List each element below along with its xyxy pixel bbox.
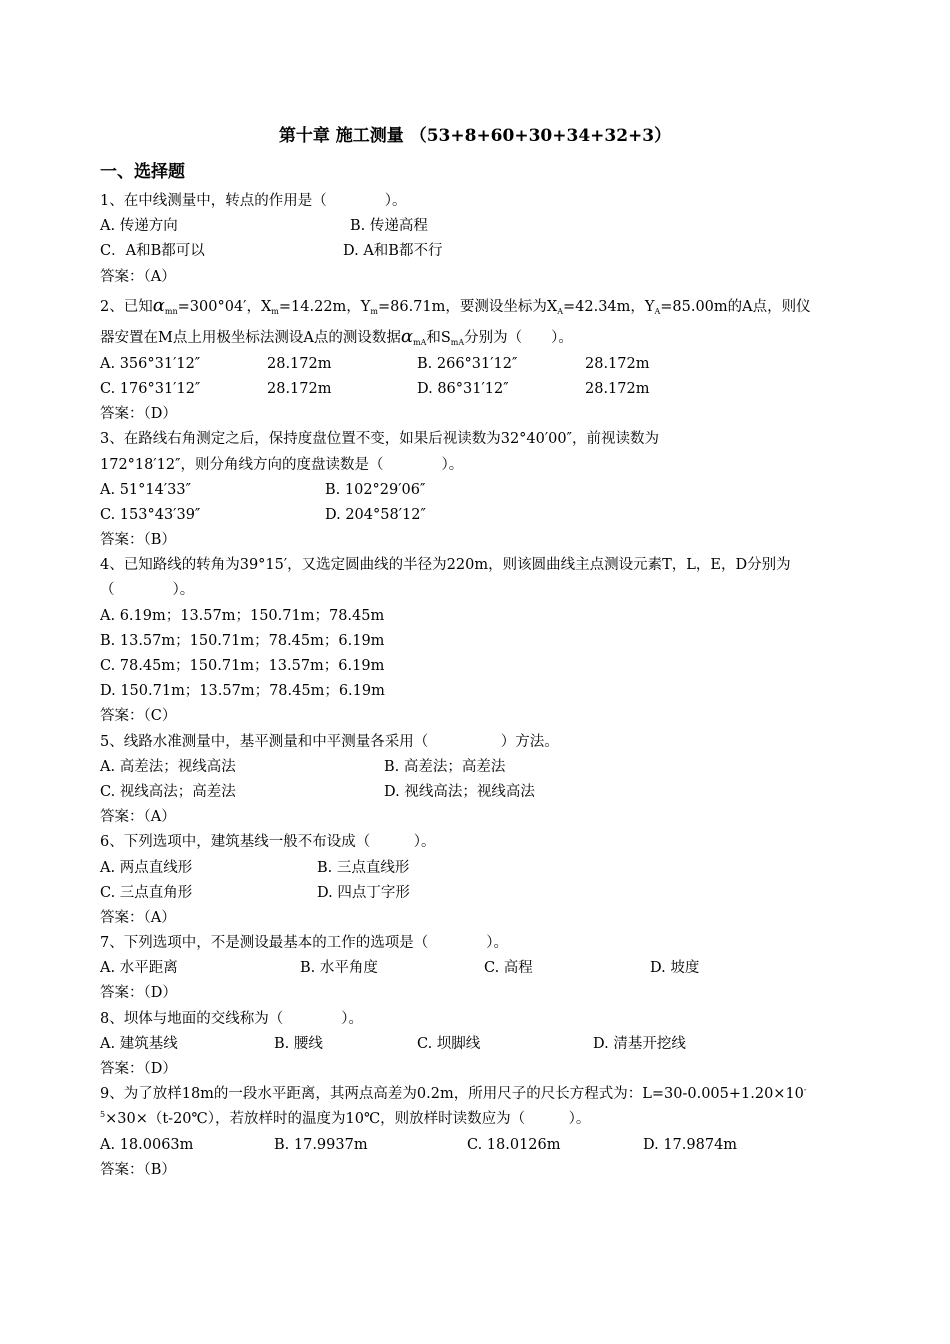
question-5-options-cd [100, 780, 860, 805]
option-b: B. 102°29′06″ [325, 481, 426, 498]
option-d-distance: 28.172m [585, 380, 650, 397]
question-4-answer: 答案：（C） [100, 708, 177, 725]
question-9-options [100, 1133, 860, 1158]
question-1-stem: 1、在中线测量中，转点的作用是（ ）。 [100, 193, 407, 209]
question-8-stem: 8、坝体与地面的交线称为（ ）。 [100, 1010, 363, 1027]
option-b-distance: 28.172m [585, 355, 650, 372]
option-d: D. 150.71m；13.57m；78.45m；6.19m [100, 683, 385, 700]
question-2-options-cd [100, 377, 860, 402]
option-d: D. 清基开挖线 [593, 1035, 686, 1052]
option-b: B. 13.57m；150.71m；78.45m；6.19m [100, 632, 385, 649]
option-c: C. 高程 [484, 960, 533, 977]
question-7-options [100, 956, 860, 981]
option-c: C. 78.45m；150.71m；13.57m；6.19m [100, 658, 385, 674]
question-4-stem-line-1: 4、已知路线的转角为39°15′，又选定圆曲线的半径为220m，则该圆曲线主点测设元素T，L，E，D分别为 [100, 557, 791, 574]
option-b: B. 腰线 [274, 1035, 323, 1052]
question-3-options-ab [100, 478, 860, 503]
option-c-distance: 28.172m [267, 380, 332, 397]
option-c: C. 坝脚线 [417, 1035, 481, 1052]
option-c: C. 视线高法；高差法 [100, 783, 236, 800]
option-a: A. 两点直线形 [100, 859, 193, 876]
option-d: D. 四点丁字形 [317, 884, 410, 901]
option-d: D. 17.9874m [643, 1136, 738, 1153]
question-list [100, 189, 860, 1183]
question-2-answer: 答案：（D） [100, 406, 177, 423]
option-a: A. 建筑基线 [100, 1035, 178, 1052]
question-7-answer: 答案：（D） [100, 985, 177, 1002]
option-a: A. 51°14′33″ [100, 481, 192, 498]
option-b: B. 266°31′12″ [417, 355, 518, 372]
question-8-answer: 答案：（D） [100, 1061, 177, 1077]
option-d: D. 204°58′12″ [325, 506, 426, 523]
option-c: C．A和B都可以 [100, 243, 205, 260]
option-a-distance: 28.172m [267, 355, 332, 372]
question-6-options-ab [100, 856, 860, 881]
question-1-options-cd [100, 239, 860, 264]
section-heading: 一、选择题 [100, 162, 185, 182]
option-a: A. 356°31′12″ [100, 355, 201, 372]
option-a: A. 高差法；视线高法 [100, 758, 236, 775]
option-b: B. 高差法；高差法 [384, 758, 506, 775]
question-9-answer: 答案：（B） [100, 1161, 176, 1178]
question-5-answer: 答案：（A） [100, 809, 176, 826]
option-d: D. 视线高法；视线高法 [384, 783, 535, 800]
chapter-title: 第十章 施工测量 （53+8+60+30+34+32+3） [278, 126, 672, 146]
option-b: B. 17.9937m [274, 1136, 368, 1153]
alpha-symbol: α [152, 294, 165, 316]
option-b: B. 传递高程 [350, 218, 428, 235]
question-1-answer: 答案：（A） [100, 268, 176, 285]
option-d: D. 86°31′12″ [417, 380, 509, 397]
question-9-stem-line-1: 9、为了放样18m的一段水平距离，其两点高差为0.2m，所用尺子的尺长方程式为：L=30-0.005+1.20×10- [100, 1085, 807, 1103]
option-a: A. 传递方向 [100, 218, 178, 235]
question-8-options [100, 1032, 860, 1057]
question-2-stem-line-2: 器安置在M点上用极坐标法测设A点的测设数据$\alpha_{mA}$和$S_{mA}$分别为（ ）。 [100, 325, 573, 347]
question-9-stem-line-2: $^5$×30×（t-20℃），若放样时的温度为10℃，则放样时读数应为（ ）。 [100, 1110, 591, 1128]
option-a: A. 6.19m；13.57m；150.71m；78.45m [100, 607, 385, 624]
question-6-stem: 6、下列选项中，建筑基线一般不布设成（ ）。 [100, 834, 436, 851]
option-a: A. 18.0063m [100, 1136, 194, 1153]
question-5-options-ab [100, 755, 860, 780]
question-1-options-ab [100, 214, 860, 239]
option-c: C. 176°31′12″ [100, 380, 201, 397]
question-4-stem-line-2: （ ）。 [100, 582, 195, 599]
option-b: B. 水平角度 [300, 960, 378, 977]
question-6-answer: 答案：（A） [100, 909, 176, 926]
question-2-stem-line-1: 2、已知$\alpha_{mn}=300^\circ 04'$，$X_m=14.22m$，$Y_m=86.71m$，要测设坐标为$X_A=42.34m$，$Y_A=85.00m$的A点，则仪 [100, 294, 811, 316]
question-7-stem: 7、下列选项中，不是测设最基本的工作的选项是（ ）。 [100, 935, 508, 952]
alpha-symbol: α [400, 325, 413, 347]
question-3-answer: 答案：（B） [100, 532, 176, 549]
question-3-stem-line-1: 3、在路线右角测定之后，保持度盘位置不变，如果后视读数为32°40′00″，前视读数为 [100, 431, 660, 448]
option-c: C. 18.0126m [467, 1136, 561, 1153]
question-2-options-ab [100, 352, 860, 377]
option-a: A. 水平距离 [100, 960, 178, 977]
question-3-options-cd [100, 503, 860, 528]
question-3-stem-line-2: 172°18′12″，则分角线方向的度盘读数是（ ）。 [100, 456, 464, 473]
option-b: B. 三点直线形 [317, 859, 410, 876]
option-d: D. 坡度 [650, 960, 700, 977]
option-c: C. 153°43′39″ [100, 506, 201, 523]
question-5-stem: 5、线路水准测量中，基平测量和中平测量各采用（ ）方法。 [100, 733, 559, 750]
question-6-options-cd [100, 881, 860, 906]
option-d: D. A和B都不行 [343, 243, 443, 260]
option-c: C. 三点直角形 [100, 884, 193, 901]
